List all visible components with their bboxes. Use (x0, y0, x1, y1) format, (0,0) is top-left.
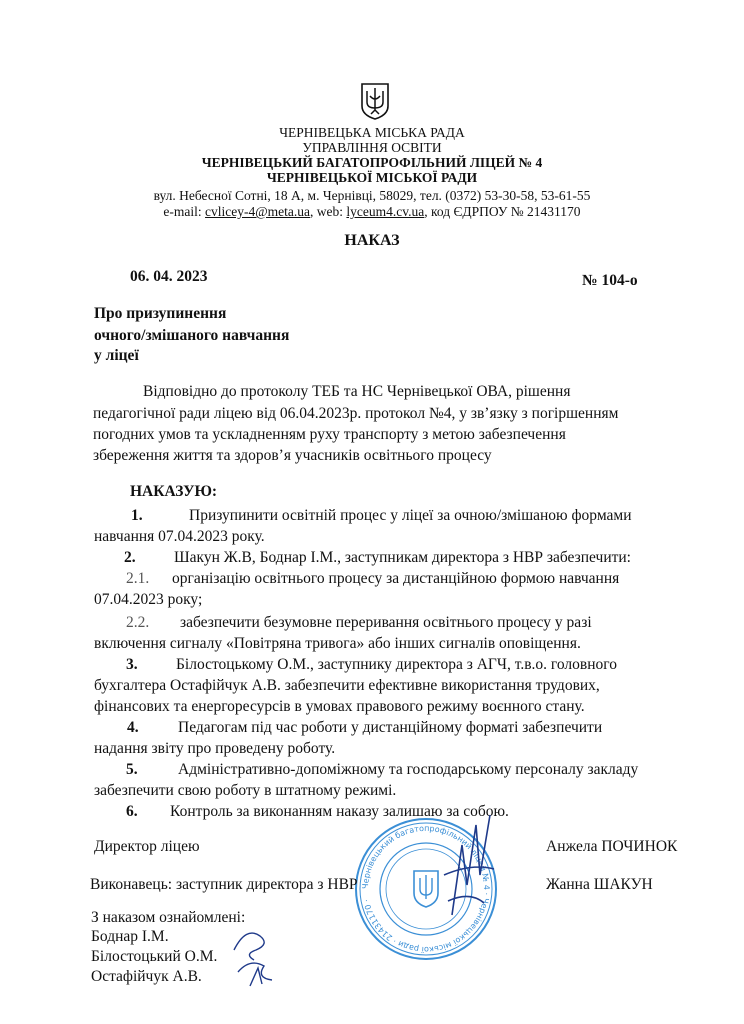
item-number: 2.1. (126, 570, 150, 587)
subject-line: у ліцеї (94, 347, 139, 364)
header-address: вул. Небесної Сотні, 18 А, м. Чернівці, 58029, тел. (0372) 53-30-58, 53-61-55 (153, 188, 591, 203)
header-department: УПРАВЛІННЯ ОСВІТИ (302, 140, 442, 155)
item-text: навчання 07.04.2023 року. (94, 528, 265, 545)
item-text: Педагогам під час роботи у дистанційному форматі забезпечити (178, 719, 603, 736)
director-name: Анжела ПОЧИНОК (546, 838, 678, 855)
doc-date: 06. 04. 2023 (130, 268, 208, 285)
item-number: 1. (131, 507, 143, 524)
executor-name: Жанна ШАКУН (546, 876, 653, 893)
item-text: фінансових та енергоресурсів в умовах правового режиму воєнного стану. (94, 698, 585, 715)
subject-line: Про призупинення (94, 305, 227, 322)
coat-of-arms-icon (360, 82, 390, 120)
item-number: 5. (126, 761, 138, 778)
acquainted-name: Остафійчук А.В. (91, 968, 202, 985)
item-text: надання звіту про проведену роботу. (94, 740, 336, 757)
acquainted-signatures (226, 920, 286, 990)
director-signature (432, 805, 502, 925)
item-text: забезпечити свою роботу в штатному режимі. (94, 782, 397, 799)
web-link[interactable]: lyceum4.cv.ua (346, 204, 425, 219)
item-text: включення сигналу «Повітряна тривога» або інших сигналів оповіщення. (94, 635, 581, 652)
doc-number: № 104-о (582, 272, 638, 289)
item-text: бухгалтера Остафійчук А.В. забезпечити ефективне використання трудових, (94, 677, 600, 694)
item-text: Адміністративно-допоміжному та господарському персоналу закладу (178, 761, 639, 778)
subject-line: очного/змішаного навчання (94, 327, 290, 344)
item-number: 2. (124, 549, 136, 566)
item-text: Білостоцькому О.М., заступнику директора з АГЧ, т.в.о. головного (176, 656, 617, 673)
header-school-name: ЧЕРНІВЕЦЬКИЙ БАГАТОПРОФІЛЬНИЙ ЛІЦЕЙ № 4 (201, 155, 543, 170)
acquainted-name: Білостоцький О.М. (91, 948, 218, 965)
order-word: НАКАЗУЮ: (130, 483, 218, 500)
doc-title: НАКАЗ (344, 232, 400, 249)
item-number: 4. (127, 719, 139, 736)
executor-role: Виконавець: заступник директора з НВР (90, 876, 358, 893)
preamble-line: збереження життя та здоров’я учасників освітнього процесу (93, 447, 492, 464)
item-text: забезпечити безумовне переривання освітнього процесу у разі (180, 614, 592, 631)
item-number: 3. (126, 656, 138, 673)
email-link[interactable]: cvlicey-4@meta.ua (205, 204, 311, 219)
item-text: Контроль за виконанням наказу залишаю за собою. (170, 803, 509, 820)
item-text: 07.04.2023 року; (94, 591, 203, 608)
director-role: Директор ліцею (94, 838, 200, 855)
preamble-line: погодних умов та ускладненням руху транспорту з метою забезпечення (93, 426, 566, 443)
acquainted-label: З наказом ознайомлені: (91, 909, 246, 926)
svg-text:Чернівецький багатопрофільний: Чернівецький багатопрофільний ліцей № 4 · Чернівецької міської ради · 21431170 · (360, 823, 492, 955)
item-number: 6. (126, 803, 138, 820)
header-contacts: e-mail: cvlicey-4@meta.ua, web: lyceum4.cv.ua, код ЄДРПОУ № 21431170 (163, 204, 581, 219)
item-number: 2.2. (126, 614, 150, 631)
item-text: Призупинити освітній процес у ліцеї за очною/змішаною формами (189, 507, 632, 524)
item-text: організацію освітнього процесу за дистанційною формою навчання (172, 570, 620, 587)
acquainted-name: Боднар І.М. (91, 928, 169, 945)
item-text: Шакун Ж.В, Боднар І.М., заступникам директора з НВР забезпечити: (174, 549, 631, 566)
header-school-council: ЧЕРНІВЕЦЬКОЇ МІСЬКОЇ РАДИ (266, 170, 478, 185)
header-council: ЧЕРНІВЕЦЬКА МІСЬКА РАДА (279, 125, 465, 140)
preamble-line: Відповідно до протоколу ТЕБ та НС Чернівецької ОВА, рішення (143, 383, 571, 400)
preamble-line: педагогічної ради ліцею від 06.04.2023р. протокол №4, у зв’язку з погіршенням (93, 405, 619, 422)
